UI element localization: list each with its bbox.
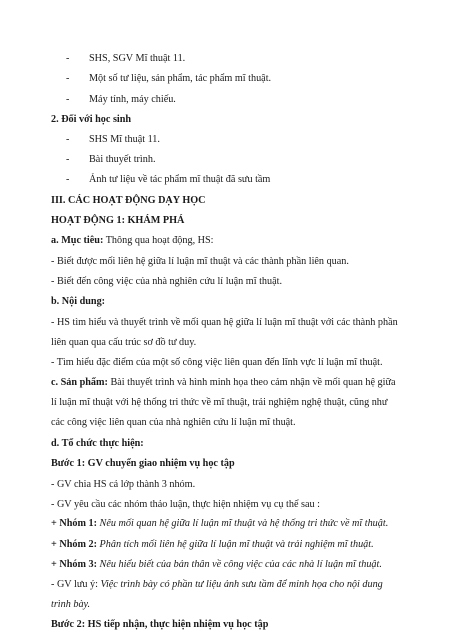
group-line [51, 538, 374, 551]
organization-heading: d. Tổ chức thực hiện: [51, 437, 144, 449]
product-line [51, 376, 396, 389]
student-heading: 2. Đối với học sinh [51, 114, 132, 126]
list-item: SHS, SGV Mĩ thuật 11. [89, 53, 186, 64]
content-line: - HS tìm hiểu và thuyết trình về mối quan hệ giữa lí luận mĩ thuật với các thành phần [51, 316, 398, 328]
list-item: SHS Mĩ thuật 11. [89, 134, 160, 146]
group-text: Nêu hiểu biết của bản thân về công việc của các nhà lí luận mĩ thuật. [97, 558, 382, 570]
group-label: + Nhóm 3: [51, 558, 97, 570]
objective-item: - Biết đến công việc của nhà nghiên cứu lí luận mĩ thuật. [51, 275, 282, 287]
objective-label: a. Mục tiêu: [51, 235, 104, 247]
list-bullet: - [66, 174, 70, 186]
objective-item: - Biết được mối liên hệ giữa lí luận mĩ thuật và các thành phần liên quan. [51, 255, 349, 267]
objective-line [51, 234, 214, 247]
note-line: trình bày. [51, 599, 91, 610]
list-bullet: - [66, 153, 70, 165]
section-heading: III. CÁC HOẠT ĐỘNG DẠY HỌC [51, 194, 206, 206]
product-line: các công việc liên quan của nhà nghiên cứu lí luận mĩ thuật. [51, 417, 296, 429]
list-item: Máy tính, máy chiếu. [89, 93, 176, 105]
product-line: lí luận mĩ thuật với hệ thống tri thức về mĩ thuật, trải nghiệm nghệ thuật, cũng như [51, 397, 388, 409]
list-item: Bài thuyết trình. [89, 153, 156, 165]
list-bullet: - [66, 134, 70, 146]
group-label: + Nhóm 1: [51, 518, 97, 530]
note-prefix: - GV lưu ý: [51, 579, 101, 590]
product-label: c. Sản phẩm: [51, 376, 108, 388]
group-label: + Nhóm 2: [51, 538, 97, 550]
group-text: Phân tích mối liên hệ giữa lí luận mĩ thuật và trải nghiệm mĩ thuật. [97, 538, 374, 550]
list-bullet: - [66, 53, 70, 64]
group-line [51, 517, 388, 530]
step1-heading: Bước 1: GV chuyển giao nhiệm vụ học tập [51, 458, 235, 470]
product-text: Bài thuyết trình và hình minh họa theo cảm nhận về mối quan hệ giữa [107, 376, 396, 388]
note-line [51, 578, 383, 591]
step1-line: - GV chia HS cả lớp thành 3 nhóm. [51, 478, 196, 490]
objective-text: Thông qua hoạt động, HS: [103, 235, 214, 247]
content-heading: b. Nội dung: [51, 296, 106, 308]
list-item: Một số tư liệu, sản phẩm, tác phẩm mĩ thuật. [89, 73, 272, 85]
content-line: liên quan qua cấu trúc sơ đồ tư duy. [51, 336, 197, 348]
group-text: Nêu mối quan hệ giữa lí luận mĩ thuật và hệ thống tri thức về mĩ thuật. [97, 518, 389, 530]
activity-heading: HOẠT ĐỘNG 1: KHÁM PHÁ [51, 214, 185, 226]
step2-heading: Bước 2: HS tiếp nhận, thực hiện nhiệm vụ học tập [51, 619, 269, 630]
note-text: Việc trình bày có phần tư liệu ảnh sưu tầm để minh họa cho nội dung [100, 579, 383, 590]
content-line: - Tìm hiểu đặc điểm của một số công việc liên quan đến lĩnh vực lí luận mĩ thuật. [51, 357, 383, 369]
list-item: Ảnh tư liệu về tác phẩm mĩ thuật đã sưu tầm [89, 174, 271, 186]
group-line [51, 558, 382, 571]
list-bullet: - [66, 73, 70, 85]
step1-line: - GV yêu cầu các nhóm thảo luận, thực hiện nhiệm vụ cụ thể sau : [51, 498, 320, 510]
list-bullet: - [66, 93, 70, 105]
